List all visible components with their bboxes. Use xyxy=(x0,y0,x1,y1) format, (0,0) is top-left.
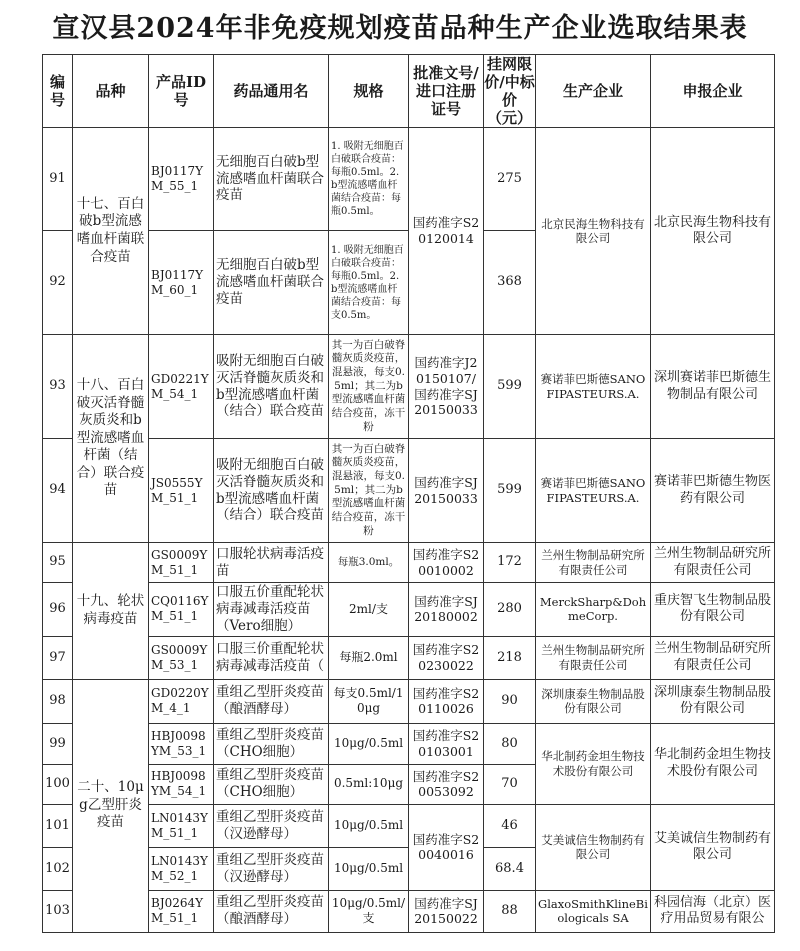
table-row xyxy=(43,636,775,679)
applicant: 重庆智飞生物制品股份有限公司 xyxy=(651,583,775,637)
approval-number: 国药准字J20150107/国药准字SJ20150033 xyxy=(409,335,484,439)
price: 68.4 xyxy=(484,847,536,890)
applicant: 北京民海生物科技有限公司 xyxy=(651,128,775,335)
spec: 每瓶3.0ml。 xyxy=(329,543,409,583)
product-id: BJ0264YM_51_1 xyxy=(149,890,214,932)
table-row xyxy=(43,804,775,847)
price: 275 xyxy=(484,128,536,231)
manufacturer: 艾美诚信生物制药有限公司 xyxy=(536,804,651,890)
applicant: 深圳赛诺菲巴斯德生物制品有限公司 xyxy=(651,335,775,439)
manufacturer: 华北制药金坦生物技术股份有限公司 xyxy=(536,723,651,804)
row-no: 92 xyxy=(43,231,73,335)
applicant: 赛诺菲巴斯德生物医药有限公司 xyxy=(651,439,775,543)
spec: 1. 吸附无细胞百白破联合疫苗：每瓶0.5ml。2. b型流感嗜血杆菌结合疫苗：每支0.5m。 xyxy=(329,231,409,335)
manufacturer: 北京民海生物科技有限公司 xyxy=(536,128,651,335)
manufacturer: 兰州生物制品研究所有限责任公司 xyxy=(536,636,651,679)
spec: 2ml/支 xyxy=(329,583,409,637)
applicant: 华北制药金坦生物技术股份有限公司 xyxy=(651,723,775,804)
spec: 10μg/0.5ml xyxy=(329,804,409,847)
row-no: 95 xyxy=(43,543,73,583)
price: 368 xyxy=(484,231,536,335)
row-no: 91 xyxy=(43,128,73,231)
vaccine-selection-table xyxy=(42,54,775,933)
product-id: JS0555YM_51_1 xyxy=(149,439,214,543)
row-no: 96 xyxy=(43,583,73,637)
spec: 10μg/0.5ml xyxy=(329,847,409,890)
generic-name: 吸附无细胞百白破灭活脊髓灰质炎和b型流感嗜血杆菌（结合）联合疫苗 xyxy=(214,335,329,439)
row-no: 97 xyxy=(43,636,73,679)
generic-name: 口服五价重配轮状病毒减毒活疫苗（Vero细胞） xyxy=(214,583,329,637)
row-no: 103 xyxy=(43,890,73,932)
approval-number: 国药准字S20110026 xyxy=(409,679,484,723)
product-id: GS0009YM_53_1 xyxy=(149,636,214,679)
generic-name: 重组乙型肝炎疫苗（汉逊酵母） xyxy=(214,804,329,847)
approval-number: 国药准字S20230022 xyxy=(409,636,484,679)
generic-name: 重组乙型肝炎疫苗（CHO细胞） xyxy=(214,723,329,764)
manufacturer: GlaxoSmithKlineBiologicals SA xyxy=(536,890,651,932)
price: 46 xyxy=(484,804,536,847)
table-row xyxy=(43,679,775,723)
product-id: GD0220YM_4_1 xyxy=(149,679,214,723)
row-no: 102 xyxy=(43,847,73,890)
spec: 每支0.5ml/10μg xyxy=(329,679,409,723)
generic-name: 重组乙型肝炎疫苗（CHO细胞） xyxy=(214,764,329,804)
table-row xyxy=(43,128,775,231)
header-product-id: 产品ID号 xyxy=(149,55,214,128)
header-price: 挂网限价/中标价（元） xyxy=(484,55,535,127)
spec: 10μg/0.5ml xyxy=(329,723,409,764)
applicant: 兰州生物制品研究所有限责任公司 xyxy=(651,543,775,583)
price: 599 xyxy=(484,335,536,439)
approval-number: 国药准字S20053092 xyxy=(409,764,484,804)
generic-name: 口服轮状病毒活疫苗 xyxy=(214,543,329,583)
spec: 1. 吸附无细胞百白破联合疫苗：每瓶0.5ml。2. b型流感嗜血杆菌结合疫苗：每瓶0.5ml。 xyxy=(329,128,409,231)
variety-group-20: 二十、10μg乙型肝炎疫苗 xyxy=(73,679,149,932)
product-id: HBJ0098YM_53_1 xyxy=(149,723,214,764)
variety-group-18: 十八、百白破灭活脊髓灰质炎和b型流感嗜血杆菌（结合）联合疫苗 xyxy=(73,335,149,543)
header-approval: 批准文号/进口注册证号 xyxy=(409,55,484,128)
page-title: 宣汉县2024年非免疫规划疫苗品种生产企业选取结果表 xyxy=(52,13,748,44)
approval-number: 国药准字S20040016 xyxy=(409,804,484,890)
manufacturer: 赛诺菲巴斯德SANOFIPASTEURS.A. xyxy=(536,439,651,543)
price: 90 xyxy=(484,679,536,723)
table-row xyxy=(43,890,775,932)
generic-name: 重组乙型肝炎疫苗（汉逊酵母） xyxy=(214,847,329,890)
spec: 其一为百白破脊髓灰质炎疫苗，混悬液，每支0.5ml；其二为b型流感嗜血杆菌结合疫苗，冻干粉 xyxy=(329,439,409,543)
product-id: LN0143YM_51_1 xyxy=(149,804,214,847)
product-id: GS0009YM_51_1 xyxy=(149,543,214,583)
approval-number: 国药准字S20010002 xyxy=(409,543,484,583)
approval-number: 国药准字S20120014 xyxy=(409,128,484,335)
header-variety: 品种 xyxy=(73,55,149,128)
manufacturer: 深圳康泰生物制品股份有限公司 xyxy=(536,679,651,723)
approval-number: 国药准字SJ20150022 xyxy=(409,890,484,932)
header-manufacturer: 生产企业 xyxy=(536,55,651,128)
generic-name: 重组乙型肝炎疫苗（酿酒酵母） xyxy=(214,890,329,932)
header-spec: 规格 xyxy=(329,55,409,128)
spec: 其一为百白破脊髓灰质炎疫苗，混悬液，每支0.5ml；其二为b型流感嗜血杆菌结合疫苗，冻干粉 xyxy=(329,335,409,439)
manufacturer: 赛诺菲巴斯德SANOFIPASTEURS.A. xyxy=(536,335,651,439)
spec: 每瓶2.0ml xyxy=(329,636,409,679)
product-id: CQ0116YM_51_1 xyxy=(149,583,214,637)
generic-name: 无细胞百白破b型流感嗜血杆菌联合疫苗 xyxy=(214,231,329,335)
row-no: 94 xyxy=(43,439,73,543)
product-id: HBJ0098YM_54_1 xyxy=(149,764,214,804)
variety-group-19: 十九、轮状病毒疫苗 xyxy=(73,543,149,680)
applicant: 深圳康泰生物制品股份有限公司 xyxy=(651,679,775,723)
price: 280 xyxy=(484,583,536,637)
row-no: 99 xyxy=(43,723,73,764)
table-row xyxy=(43,723,775,764)
table-row xyxy=(43,439,775,543)
approval-number: 国药准字SJ20180002 xyxy=(409,583,484,637)
generic-name: 重组乙型肝炎疫苗（酿酒酵母） xyxy=(214,679,329,723)
header-generic-name: 药品通用名 xyxy=(214,55,329,128)
manufacturer: MerckSharp&DohmeCorp. xyxy=(536,583,651,637)
header-row xyxy=(43,55,775,128)
table-row xyxy=(43,543,775,583)
price: 599 xyxy=(484,439,536,543)
approval-number: 国药准字S20103001 xyxy=(409,723,484,764)
product-id: BJ0117YM_55_1 xyxy=(149,128,214,231)
table-row xyxy=(43,583,775,637)
variety-group-17: 十七、百白破b型流感嗜血杆菌联合疫苗 xyxy=(73,128,149,335)
header-no: 编号 xyxy=(43,55,73,128)
spec: 0.5ml:10μg xyxy=(329,764,409,804)
applicant: 兰州生物制品研究所有限责任公司 xyxy=(651,636,775,679)
approval-number: 国药准字SJ20150033 xyxy=(409,439,484,543)
row-no: 98 xyxy=(43,679,73,723)
price: 70 xyxy=(484,764,536,804)
price: 172 xyxy=(484,543,536,583)
price: 218 xyxy=(484,636,536,679)
applicant: 艾美诚信生物制药有限公司 xyxy=(651,804,775,890)
generic-name: 无细胞百白破b型流感嗜血杆菌联合疫苗 xyxy=(214,128,329,231)
product-id: GD0221YM_54_1 xyxy=(149,335,214,439)
table-row xyxy=(43,335,775,439)
spec: 10μg/0.5ml/支 xyxy=(329,890,409,932)
generic-name: 口服三价重配轮状病毒减毒活疫苗（ xyxy=(214,636,329,679)
row-no: 93 xyxy=(43,335,73,439)
row-no: 100 xyxy=(43,764,73,804)
header-applicant: 申报企业 xyxy=(651,55,775,128)
price: 88 xyxy=(484,890,536,932)
manufacturer: 兰州生物制品研究所有限责任公司 xyxy=(536,543,651,583)
product-id: LN0143YM_52_1 xyxy=(149,847,214,890)
price: 80 xyxy=(484,723,536,764)
product-id: BJ0117YM_60_1 xyxy=(149,231,214,335)
applicant: 科园信海（北京）医疗用品贸易有限公 xyxy=(651,890,775,932)
generic-name: 吸附无细胞百白破灭活脊髓灰质炎和b型流感嗜血杆菌（结合）联合疫苗 xyxy=(214,439,329,543)
row-no: 101 xyxy=(43,804,73,847)
